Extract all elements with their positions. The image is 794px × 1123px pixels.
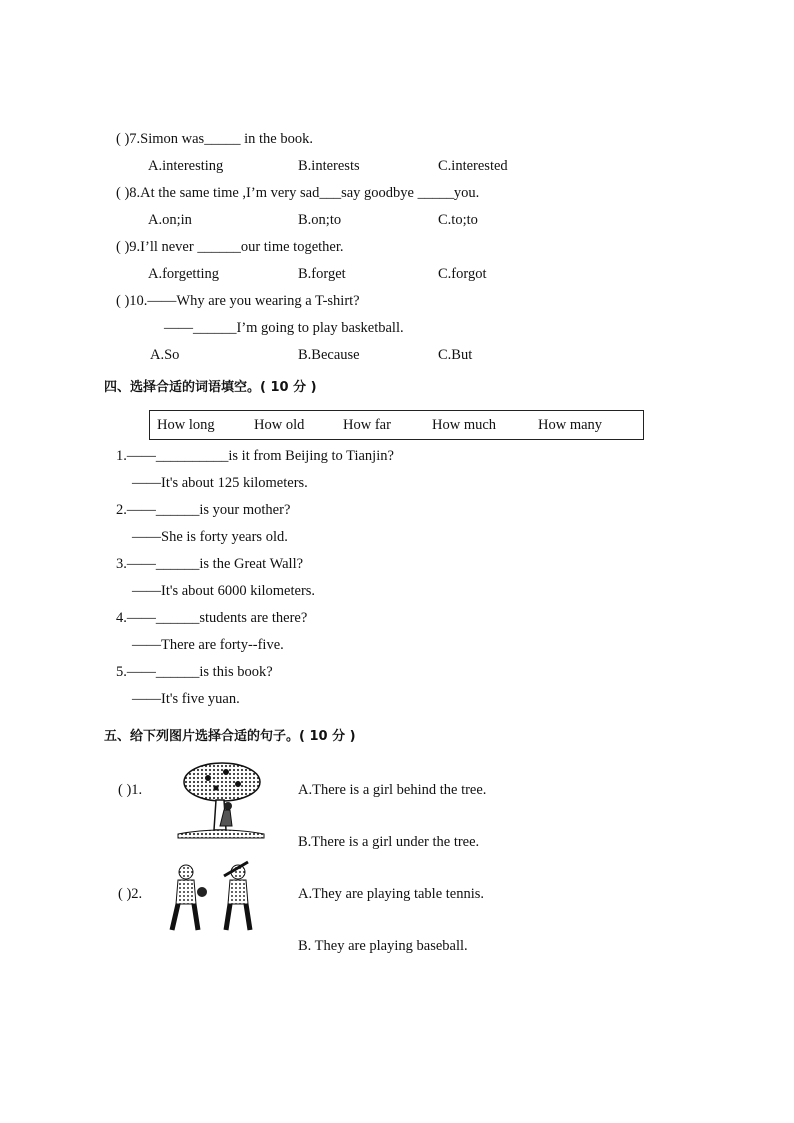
fill-answer-1: ——It's about 125 kilometers. bbox=[132, 475, 308, 491]
section-5-title: 五、给下列图片选择合适的句子。( 10 分 ) bbox=[104, 729, 356, 744]
section-4-title: 四、选择合适的词语填空。( 10 分 ) bbox=[104, 380, 317, 395]
question-10-reply: ——______I’m going to play basketball. bbox=[164, 320, 404, 336]
question-7-option-c: C.interested bbox=[438, 158, 508, 174]
question-8-option-b: B.on;to bbox=[298, 212, 342, 228]
question-7-stem: ( )7.Simon was_____ in the book. bbox=[116, 131, 313, 147]
fill-question-5: 5.——______is this book? bbox=[116, 664, 273, 680]
tree-girl-illustration bbox=[176, 760, 266, 840]
word-bank-option: How far bbox=[343, 417, 391, 433]
fill-answer-4: ——There are forty--five. bbox=[132, 637, 284, 653]
question-9-option-c: C.forgot bbox=[438, 266, 487, 282]
question-8-option-a: A.on;in bbox=[148, 212, 192, 228]
question-7-option-b: B.interests bbox=[298, 158, 360, 174]
question-8-stem: ( )8.At the same time ,I’m very sad___say goodbye _____you. bbox=[116, 185, 480, 201]
picture-question-1-number: ( )1. bbox=[118, 782, 143, 798]
fill-question-3: 3.——______is the Great Wall? bbox=[116, 556, 304, 572]
word-bank-option: How much bbox=[432, 417, 497, 433]
question-10-option-c: C.But bbox=[438, 347, 473, 363]
question-7-option-a: A.interesting bbox=[148, 158, 224, 174]
word-bank-option: How many bbox=[538, 417, 603, 433]
baseball-players-illustration bbox=[166, 858, 256, 936]
fill-question-1: 1.——__________is it from Beijing to Tianjin? bbox=[116, 448, 394, 464]
word-bank-option: How old bbox=[254, 417, 305, 433]
question-9-stem: ( )9.I’ll never ______our time together. bbox=[116, 239, 344, 255]
picture-1-option-b: B.There is a girl under the tree. bbox=[298, 834, 480, 850]
picture-1-option-a: A.There is a girl behind the tree. bbox=[298, 782, 487, 798]
fill-answer-3: ——It's about 6000 kilometers. bbox=[132, 583, 316, 599]
question-8-option-c: C.to;to bbox=[438, 212, 478, 228]
question-10-option-b: B.Because bbox=[298, 347, 360, 363]
picture-question-2-number: ( )2. bbox=[118, 886, 143, 902]
fill-answer-2: ——She is forty years old. bbox=[132, 529, 288, 545]
picture-2-option-a: A.They are playing table tennis. bbox=[298, 886, 485, 902]
fill-answer-5: ——It's five yuan. bbox=[132, 691, 240, 707]
question-9-option-b: B.forget bbox=[298, 266, 346, 282]
fill-question-2: 2.——______is your mother? bbox=[116, 502, 291, 518]
question-9-option-a: A.forgetting bbox=[148, 266, 220, 282]
picture-2-option-b: B. They are playing baseball. bbox=[298, 938, 468, 954]
word-bank-option: How long bbox=[157, 417, 215, 433]
question-10-option-a: A.So bbox=[150, 347, 180, 363]
fill-question-4: 4.——______students are there? bbox=[116, 610, 308, 626]
question-10-stem: ( )10.——Why are you wearing a T-shirt? bbox=[116, 293, 360, 309]
